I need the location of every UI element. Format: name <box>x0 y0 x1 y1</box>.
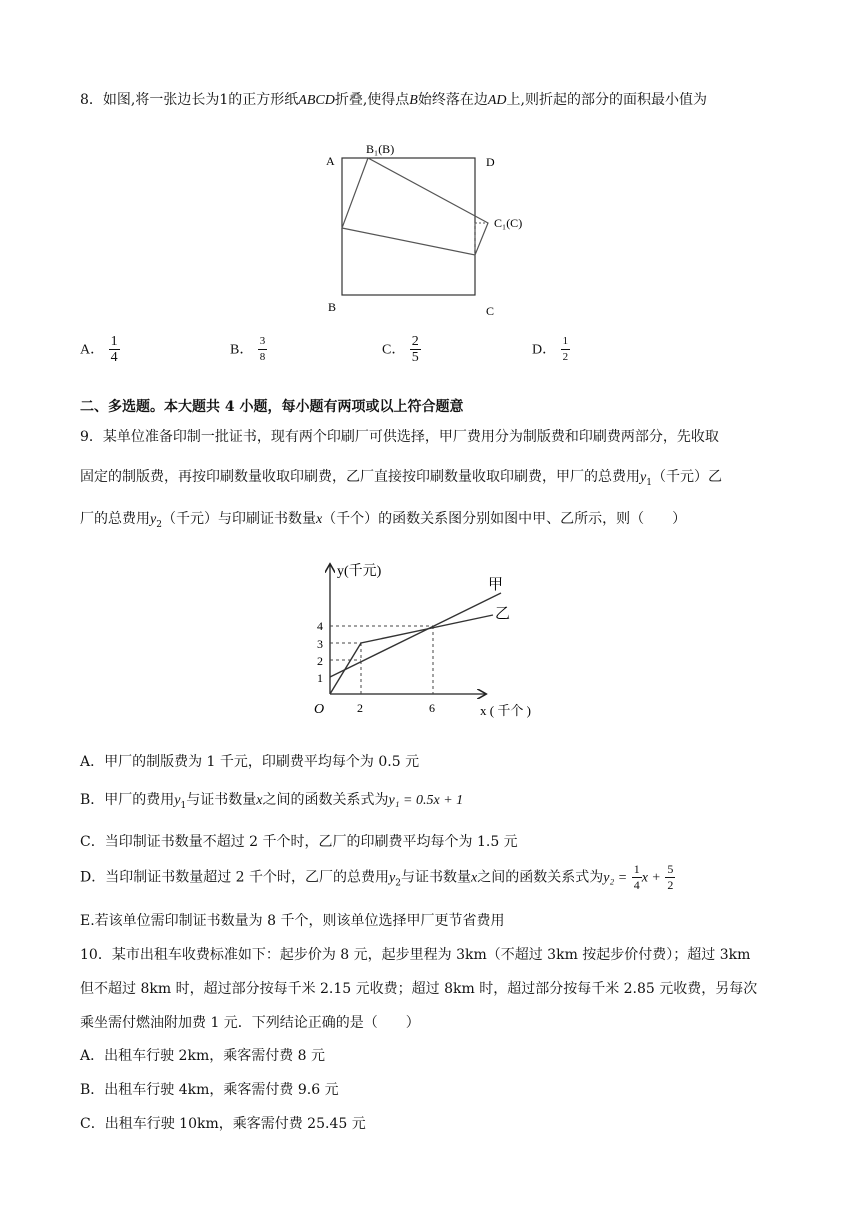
q8-text-2: 折叠,使得点 <box>334 92 410 108</box>
q8-option-c[interactable]: C． $\frac{2}{5}$ <box>382 334 419 365</box>
q10-option-a[interactable]: A．出租车行驶 2km，乘客需付费 8 元 <box>80 1048 326 1064</box>
q10-option-b[interactable]: B．出租车行驶 4km，乘客需付费 9.6 元 <box>80 1082 339 1098</box>
q9-line-3: 厂的总费用$y_2$（千元）与印刷证书数量x（千个）的函数关系图分别如图中甲、乙所示，则（ ） <box>80 511 687 530</box>
x-tick-2: 2 <box>357 701 363 715</box>
x-axis-label: x ( 千个 ) <box>480 703 531 718</box>
label-c1: C₁(C) <box>494 216 523 230</box>
label-b: B <box>328 300 337 314</box>
series-yi-label: 乙 <box>495 606 511 622</box>
label-b1: B₁(B) <box>366 142 395 156</box>
series-jia-label: 甲 <box>488 577 504 593</box>
x-tick-6: 6 <box>429 701 435 715</box>
label-a: A <box>326 154 335 168</box>
origin-label: O <box>314 702 325 717</box>
q9-line-1: 9．某单位准备印制一批证书，现有两个印刷厂可供选择，甲厂费用分为制版费和印刷费两部分，先收取 <box>80 429 719 445</box>
q10-option-c[interactable]: C．出租车行驶 10km，乘客需付费 25.45 元 <box>80 1116 366 1132</box>
q8-abcd: ABCD <box>298 93 335 108</box>
q8-option-b[interactable]: B． $\frac{3}{8}$ <box>230 335 266 363</box>
square-abcd <box>342 158 475 295</box>
q9-option-b[interactable]: B．甲厂的费用$y_1$与证书数量x之间的函数关系式为y₁ = 0.5x + 1 <box>80 792 464 811</box>
folded-part <box>342 158 488 255</box>
q8-text-1: 如图,将一张边长为1的正方形纸 <box>102 92 299 108</box>
q8-option-a[interactable]: A． $\frac{1}{4}$ <box>80 334 118 365</box>
q10-line-2: 但不超过 8km 时，超过部分按每千米 2.15 元收费；超过 8km 时，超过部分按每千米 2.85 元收费，另每次 <box>80 981 758 997</box>
q9-option-d[interactable]: D．当印制证书数量超过 2 千个时，乙厂的总费用$y_2$与证书数量x之间的函数关系式为y₂ = $\frac{1}{4}$ x + $\frac{5}{2}$ <box>80 862 674 892</box>
q8-text-4: 上,则折起的部分的面积最小值为 <box>506 92 707 108</box>
y-tick-2: 2 <box>317 654 323 668</box>
y-tick-4: 4 <box>317 619 323 633</box>
q8-ad: AD <box>487 93 507 108</box>
q9-formula-b: y₁ = 0.5x + 1 <box>388 793 464 808</box>
q9-function-graph <box>305 560 560 725</box>
label-d: D <box>486 155 495 169</box>
series-jia-line <box>330 593 501 677</box>
q9-option-a[interactable]: A．甲厂的制版费为 1 千元，印刷费平均每个为 0.5 元 <box>80 754 420 770</box>
q8-text-3: 始终落在边 <box>417 92 488 108</box>
y-tick-3: 3 <box>317 637 323 651</box>
q8-fold-figure <box>320 135 530 320</box>
q8-stem <box>80 90 707 111</box>
q9-line-2: 固定的制版费，再按印刷数量收取印刷费，乙厂直接按印刷数量收取印刷费，甲厂的总费用$y_1$（千元）乙 <box>80 469 722 488</box>
y-tick-1: 1 <box>317 671 323 685</box>
section2-heading: 二、多选题。本大题共 4 小题，每小题有两项或以上符合题意 <box>80 399 464 415</box>
q10-line-1: 10．某市出租车收费标准如下：起步价为 8 元，起步里程为 3km（不超过 3km 按起步价付费）；超过 3km <box>80 947 751 963</box>
series-yi-line <box>330 615 493 694</box>
q9-option-c[interactable]: C．当印制证书数量不超过 2 千个时，乙厂的印刷费平均每个为 1.5 元 <box>80 834 518 850</box>
q9-option-e[interactable]: E.若该单位需印制证书数量为 8 千个，则该单位选择甲厂更节省费用 <box>80 913 505 929</box>
label-c: C <box>486 304 495 318</box>
q8-number: 8． <box>80 92 103 108</box>
q8-b: B <box>409 93 418 108</box>
y-axis-label: y(千元) <box>337 564 382 579</box>
q8-option-d[interactable]: D． $\frac{1}{2}$ <box>532 335 569 363</box>
q10-line-3: 乘坐需付燃油附加费 1 元．下列结论正确的是（ ） <box>80 1015 420 1031</box>
